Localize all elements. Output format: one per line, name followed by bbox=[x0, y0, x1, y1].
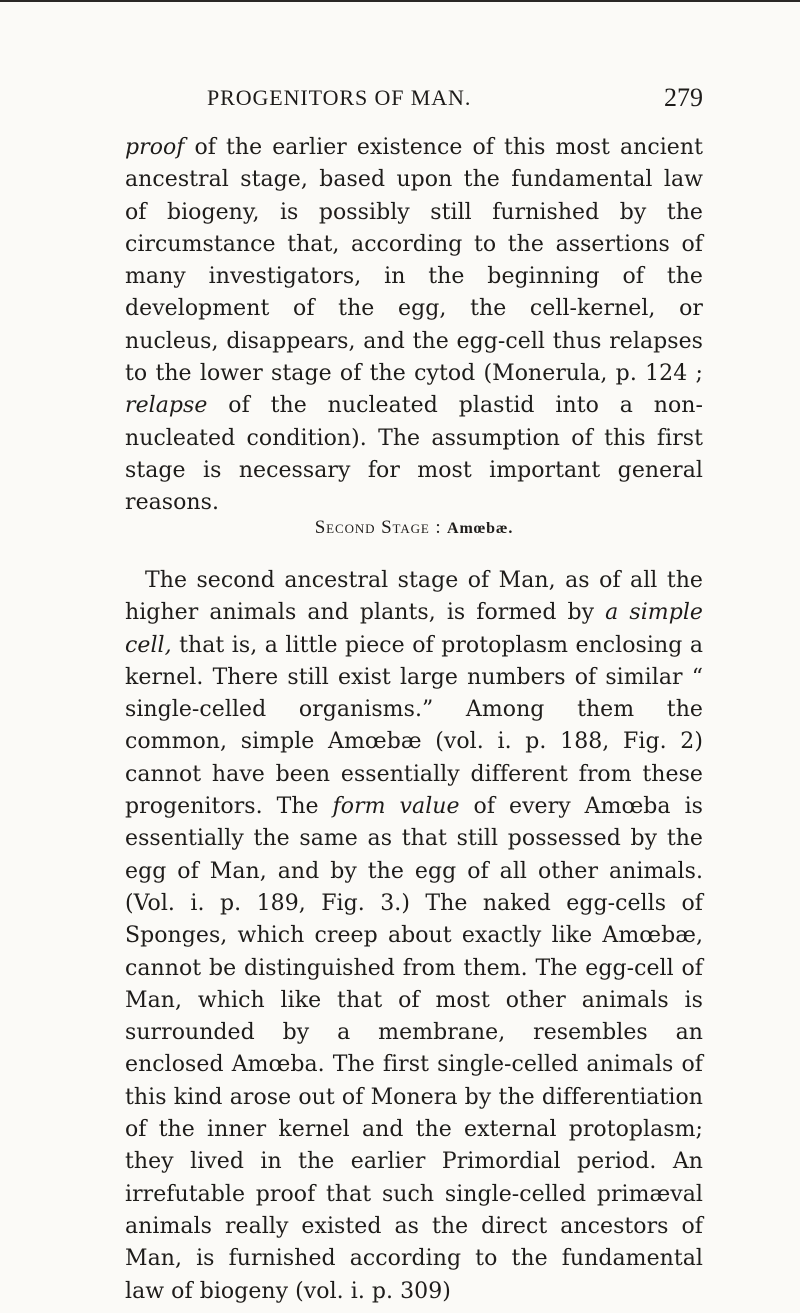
top-edge-rule bbox=[0, 0, 800, 2]
section-heading bbox=[125, 514, 703, 542]
paragraph-text-part: of the nucleated plastid into a non-nucleated condition). The assumption of this first stage is necessary for most important general reasons. bbox=[125, 393, 703, 516]
paragraph-text bbox=[125, 565, 703, 1308]
paragraph-second-stage bbox=[125, 565, 703, 1308]
page-number: 279 bbox=[664, 83, 703, 112]
paragraph-first-stage-conclusion bbox=[125, 132, 703, 520]
italic-proof: proof bbox=[125, 135, 185, 160]
italic-simple-cell: a simple cell, bbox=[125, 600, 703, 658]
italic-relapse: relapse bbox=[125, 393, 208, 419]
running-head bbox=[125, 80, 703, 116]
paragraph-text-part: of the earlier existence of this most ancient ancestral stage, based upon the fundamental law of biogeny, is possibly still furnished by the circumstance that, according to the assertions of many investigators, in the beginning of the development of the egg, the cell-kernel, or nucleus, disappears, and the egg-cell thus relapses to the lower stage of the cytod (Monerula, p. 124 ; bbox=[125, 135, 703, 387]
paragraph-text-part: The second ancestral stage of Man, as of all the higher animals and plants, is formed by bbox=[125, 568, 703, 626]
section-heading-label: Second Stage : bbox=[314, 517, 442, 538]
paragraph-text-part: that is, a little piece of protoplasm enclosing a kernel. There still exist large numbers of similar “ single-celled organisms.” Among them the common, simple Amœbæ (vol. i. p. 188, Fig. 2) cannot have been essentially different from these progenitors. The bbox=[125, 632, 703, 820]
paragraph-text-part: of every Amœba is essentially the same as that still possessed by the egg of Man, and by the egg of all other animals. (Vol. i. p. 189, Fig. 3.) The naked egg-cells of Sponges, which creep about exactly like Amœbæ, cannot be distinguished from them. The egg-cell of Man, which like that of most other animals is surrounded by a membrane, resembles an enclosed Amœba. The first single-celled animals of this kind arose out of Monera by the differentiation of the inner kernel and the external protoplasm; they lived in the earlier Primordial period. An irrefutable proof that such single-celled primæval animals really existed as the direct ancestors of Man, is furnished according to the fundamental law of biogeny (vol. i. p. 309) bbox=[125, 794, 704, 1304]
running-title: PROGENITORS OF MAN. bbox=[207, 85, 472, 110]
italic-form-value: form value bbox=[332, 794, 460, 820]
section-heading-name: Amœbæ. bbox=[447, 520, 514, 537]
paragraph-text bbox=[125, 132, 703, 520]
